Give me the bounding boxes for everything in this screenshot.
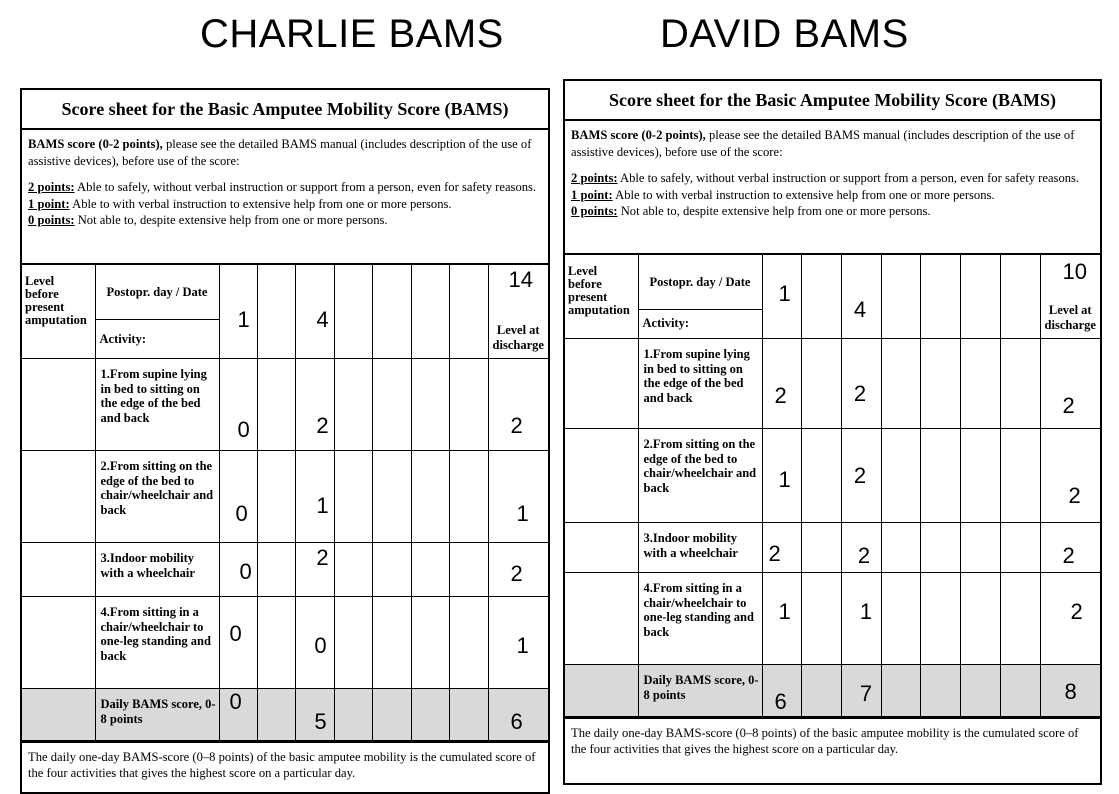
total-label-cell (638, 665, 762, 717)
score-value: 0 (229, 621, 242, 646)
score-cell (802, 523, 842, 573)
total-value: 6 (774, 689, 787, 714)
day-cell (450, 265, 488, 359)
score-cell (961, 523, 1001, 573)
intro-text: please see the detailed BAMS manual (includes description of the use of assistive devices), before use of the score: (28, 137, 532, 168)
level-header: Level before present amputation (568, 264, 630, 318)
score-value: 2 (774, 383, 787, 408)
intro-text: please see the detailed BAMS manual (includes description of the use of assistive devices), before use of the score: (571, 128, 1075, 159)
score-cell (921, 573, 961, 665)
score-cell (411, 543, 449, 597)
total-cell (219, 689, 257, 741)
points-text-2: Able to safely, without verbal instruction or support from a person, even for safety reasons. (74, 180, 537, 195)
score-cell (762, 339, 802, 429)
score-cell (450, 597, 488, 689)
score-cell (296, 359, 334, 451)
total-cell (373, 689, 411, 741)
activity-cell (638, 339, 762, 429)
score-value: 2 (510, 561, 523, 586)
score-cell (219, 543, 257, 597)
score-cell (219, 451, 257, 543)
total-cell (961, 665, 1001, 717)
footnote: The daily one-day BAMS-score (0–8 points) of the basic amputee mobility is the cumulated score of the four activities that gives the highest score on a particular day. (565, 717, 1100, 758)
score-value: 2 (510, 413, 523, 438)
total-cell (921, 665, 961, 717)
day-cell (257, 265, 295, 359)
activity-cell (95, 451, 219, 543)
activity-cell (638, 573, 762, 665)
discharge-header: Level at discharge (492, 323, 544, 352)
day-number: 4 (316, 307, 329, 332)
activity-label: 3.Indoor mobility with a wheelchair (643, 531, 738, 560)
score-cell (1000, 429, 1040, 523)
day-cell (841, 255, 881, 339)
intro-bold: BAMS score (0-2 points), (571, 128, 706, 142)
score-value: 2 (853, 381, 867, 406)
total-value: 5 (314, 709, 327, 734)
activity-label: 3.Indoor mobility with a wheelchair (100, 551, 195, 580)
score-value: 2 (857, 543, 871, 568)
score-cell (219, 359, 257, 451)
score-cell (802, 339, 842, 429)
total-row (22, 689, 548, 741)
total-cell (334, 689, 372, 741)
intro-bold: BAMS score (0-2 points), (28, 137, 163, 151)
level-cell (565, 429, 638, 523)
score-value: 0 (239, 559, 252, 584)
day-cell (762, 255, 802, 339)
score-cell (1000, 339, 1040, 429)
activity-header: Activity: (642, 316, 690, 330)
discharge-score-cell (488, 359, 548, 451)
score-value: 1 (316, 493, 329, 518)
score-cell (921, 429, 961, 523)
day-cell (373, 265, 411, 359)
score-cell (373, 543, 411, 597)
activity-label: 4.From sitting in a chair/wheelchair to one-leg standing and back (100, 605, 211, 663)
total-label-cell (95, 689, 219, 741)
level-cell (565, 573, 638, 665)
level-cell (565, 339, 638, 429)
discharge-day-number: 14 (508, 267, 533, 292)
total-label: Daily BAMS score, 0-8 points (100, 697, 216, 726)
score-value: 1 (778, 599, 791, 624)
score-cell (881, 429, 921, 523)
score-cell (450, 543, 488, 597)
points-label-1: 1 point: (571, 187, 613, 202)
total-cell (450, 689, 488, 741)
score-value: 2 (316, 545, 329, 570)
score-cell (762, 573, 802, 665)
table-row (565, 573, 1100, 665)
score-cell (961, 339, 1001, 429)
total-cell (1000, 665, 1040, 717)
score-cell (881, 523, 921, 573)
score-value: 1 (516, 633, 529, 658)
activity-cell (638, 523, 762, 573)
total-cell (802, 665, 842, 717)
score-cell (411, 451, 449, 543)
activity-cell (95, 543, 219, 597)
activity-cell (638, 429, 762, 523)
points-label-1: 1 point: (28, 196, 70, 211)
total-row (565, 665, 1100, 717)
total-value: 6 (510, 709, 523, 734)
sheet-header: Score sheet for the Basic Amputee Mobility Score (BAMS) (22, 90, 548, 130)
score-cell (334, 451, 372, 543)
total-cell (296, 689, 334, 741)
score-value: 2 (1062, 393, 1075, 418)
day-cell (1000, 255, 1040, 339)
score-value: 2 (853, 463, 867, 488)
activity-label: 2.From sitting on the edge of the bed to chair/wheelchair and back (100, 459, 214, 517)
day-cell (802, 255, 842, 339)
level-cell (565, 523, 638, 573)
discharge-header-cell (488, 265, 548, 359)
score-value: 2 (1068, 483, 1081, 508)
score-value: 1 (859, 599, 873, 624)
day-cell (296, 265, 334, 359)
discharge-score-cell (488, 597, 548, 689)
patient-title-charlie: CHARLIE BAMS (200, 12, 504, 56)
day-cell (961, 255, 1001, 339)
discharge-header: Level at discharge (1044, 303, 1096, 332)
score-sheet-david (563, 79, 1102, 785)
activity-cell (95, 597, 219, 689)
score-cell (257, 359, 295, 451)
score-cell (921, 339, 961, 429)
score-grid (22, 265, 548, 741)
points-label-2: 2 points: (571, 171, 618, 186)
total-cell (762, 665, 802, 717)
table-row (22, 359, 548, 451)
score-value: 2 (316, 413, 329, 438)
table-row (565, 429, 1100, 523)
activity-label: 1.From supine lying in bed to sitting on the edge of the bed and back (100, 367, 207, 425)
day-cell (921, 255, 961, 339)
instructions (22, 130, 548, 265)
points-text-1: Able to with verbal instruction to extensive help from one or more persons. (69, 196, 452, 211)
points-text-1: Able to with verbal instruction to extensive help from one or more persons. (612, 187, 995, 202)
score-cell (841, 523, 881, 573)
table-row (22, 543, 548, 597)
level-header: Level before present amputation (25, 274, 87, 328)
level-cell (22, 597, 95, 689)
score-cell (296, 597, 334, 689)
instructions (565, 121, 1100, 255)
patient-title-david: DAVID BAMS (660, 12, 909, 56)
sheet-header: Score sheet for the Basic Amputee Mobility Score (BAMS) (565, 81, 1100, 121)
discharge-score-cell (1040, 339, 1100, 429)
score-cell (961, 573, 1001, 665)
total-cell (411, 689, 449, 741)
level-header-cell (565, 255, 638, 339)
level-cell (565, 665, 638, 717)
activity-label: 2.From sitting on the edge of the bed to chair/wheelchair and back (643, 437, 757, 495)
total-cell (881, 665, 921, 717)
score-cell (373, 451, 411, 543)
score-cell (257, 597, 295, 689)
score-cell (373, 359, 411, 451)
total-value: 7 (859, 681, 873, 706)
score-value: 0 (314, 633, 327, 658)
score-cell (961, 429, 1001, 523)
score-cell (762, 523, 802, 573)
score-grid (565, 255, 1100, 717)
table-row (22, 451, 548, 543)
activity-header: Activity: (99, 332, 147, 346)
discharge-total-cell (488, 689, 548, 741)
level-cell (22, 689, 95, 741)
day-cell (881, 255, 921, 339)
score-cell (841, 339, 881, 429)
score-cell (1000, 523, 1040, 573)
table-row (565, 523, 1100, 573)
footnote: The daily one-day BAMS-score (0–8 points) of the basic amputee mobility is the cumulated score of the four activities that gives the highest score on a particular day. (22, 741, 548, 782)
postop-header-cell (638, 255, 762, 310)
points-text-2: Able to safely, without verbal instruction or support from a person, even for safety reasons. (617, 171, 1080, 186)
score-cell (411, 359, 449, 451)
discharge-score-cell (488, 543, 548, 597)
score-cell (411, 597, 449, 689)
postop-header: Postopr. day / Date (106, 285, 208, 299)
activity-cell (95, 359, 219, 451)
day-number: 4 (853, 297, 867, 322)
table-row (22, 597, 548, 689)
score-cell (921, 523, 961, 573)
score-cell (257, 543, 295, 597)
level-cell (22, 451, 95, 543)
points-label-0: 0 points: (571, 204, 618, 219)
total-cell (257, 689, 295, 741)
discharge-total-cell (1040, 665, 1100, 717)
total-cell (841, 665, 881, 717)
score-cell (296, 451, 334, 543)
score-cell (841, 429, 881, 523)
total-label: Daily BAMS score, 0-8 points (643, 673, 759, 702)
score-cell (881, 339, 921, 429)
score-cell (334, 359, 372, 451)
day-number: 1 (778, 281, 791, 306)
discharge-score-cell (1040, 523, 1100, 573)
total-value: 0 (229, 689, 242, 714)
activity-label: 4.From sitting in a chair/wheelchair to one-leg standing and back (643, 581, 754, 639)
postop-header: Postopr. day / Date (649, 275, 751, 289)
activity-header-cell (638, 310, 762, 339)
activity-header-cell (95, 320, 219, 359)
day-cell (334, 265, 372, 359)
score-cell (334, 543, 372, 597)
score-value: 0 (237, 417, 250, 442)
points-text-0: Not able to, despite extensive help from one or more persons. (617, 204, 931, 219)
points-text-0: Not able to, despite extensive help from one or more persons. (74, 213, 388, 228)
score-value: 1 (516, 501, 529, 526)
discharge-header-cell (1040, 255, 1100, 339)
score-cell (841, 573, 881, 665)
level-header-cell (22, 265, 95, 359)
postop-header-cell (95, 265, 219, 320)
score-cell (762, 429, 802, 523)
score-cell (219, 597, 257, 689)
points-label-0: 0 points: (28, 213, 75, 228)
score-cell (802, 573, 842, 665)
score-cell (802, 429, 842, 523)
activity-label: 1.From supine lying in bed to sitting on the edge of the bed and back (643, 347, 750, 405)
score-cell (881, 573, 921, 665)
score-value: 2 (1070, 599, 1083, 624)
score-cell (334, 597, 372, 689)
score-sheet-charlie (20, 88, 550, 794)
score-value: 0 (235, 501, 248, 526)
level-cell (22, 359, 95, 451)
day-number: 1 (237, 307, 250, 332)
table-row (565, 339, 1100, 429)
score-cell (1000, 573, 1040, 665)
discharge-score-cell (1040, 573, 1100, 665)
day-cell (411, 265, 449, 359)
score-cell (296, 543, 334, 597)
score-value: 2 (768, 541, 781, 566)
level-cell (22, 543, 95, 597)
day-cell (219, 265, 257, 359)
score-cell (450, 451, 488, 543)
score-value: 1 (778, 467, 791, 492)
points-label-2: 2 points: (28, 180, 75, 195)
discharge-score-cell (488, 451, 548, 543)
score-value: 2 (1062, 543, 1075, 568)
discharge-day-number: 10 (1062, 259, 1087, 284)
score-cell (373, 597, 411, 689)
discharge-score-cell (1040, 429, 1100, 523)
total-value: 8 (1064, 679, 1077, 704)
score-cell (450, 359, 488, 451)
score-cell (257, 451, 295, 543)
